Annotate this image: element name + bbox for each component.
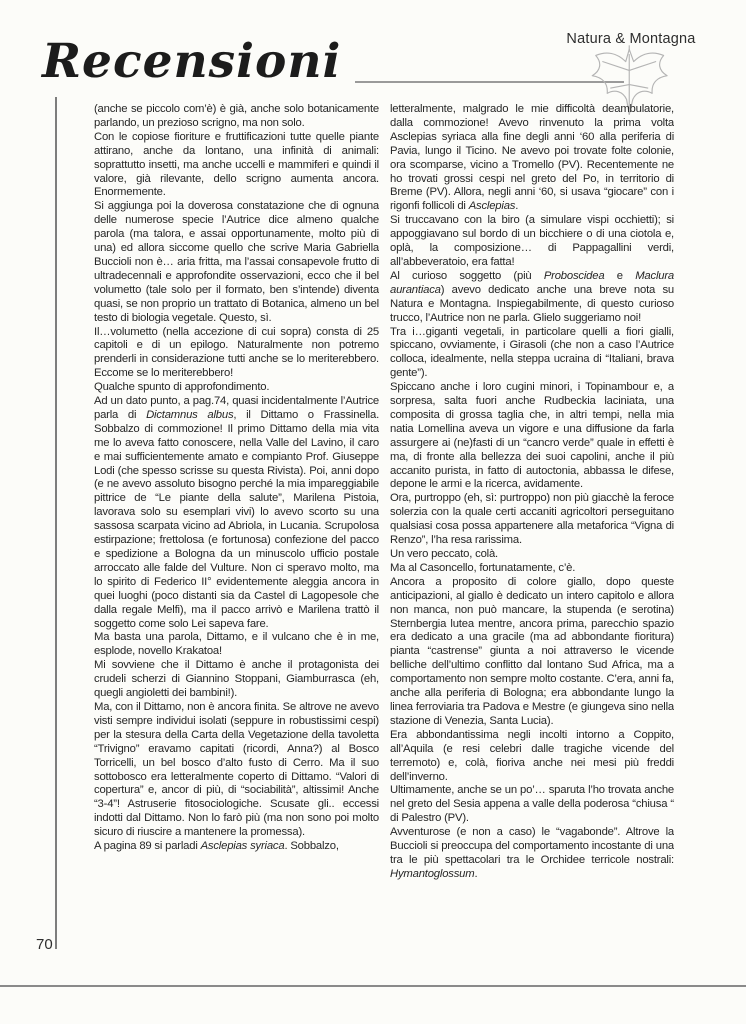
paragraph: Ancora a proposito di colore giallo, dopo queste anticipazioni, al giallo è dedicato un intero capitolo e allora non manca, non può mancare, la stupenda (e serotina) Sternbergia lutea mentre, ancora prima, parecchio spazio era dedicato a una gracile (ma ad abbondante fioritura) pianta “castrense” giunta a noi attraverso le vicende belliche dell’ultimo conflitto dal lontano Sud Africa, ma a comportamento non sempre molto costante. C’era, anni fa, anche alla periferia di Bologna; era abbondante lungo la linea ferroviaria tra Padova e Mestre (e giungeva sino nella stazione di Venezia, Santa Lucia). — [390, 575, 674, 727]
paragraph: Qualche spunto di approfondimento. — [94, 381, 270, 394]
journal-name: Natura & Montagna — [566, 31, 696, 47]
paragraph: Al curioso soggetto (più Proboscidea e Maclura aurantiaca) avevo dedicato anche una breve nota su Natura e Montagna. Inspiegabilmente, di questo curioso trucco, l’Autrice non ne parla. Glielo suggeriamo noi! — [390, 269, 674, 324]
paragraph: Si truccavano con la biro (a simulare vispi occhietti); si appoggiavano sul bordo di un bicchiere o di una ciotola e, oplà, la composizione… di Pappagallini verdi, all’abbeveratoio, era fatta! — [390, 214, 674, 268]
bottom-rule — [0, 985, 746, 987]
right-column — [390, 103, 674, 979]
paragraph: Ora, purtroppo (eh, sì: purtroppo) non più giacchè la feroce solerzia con la quale certi accaniti agricoltori perseguitano qualsiasi cosa possa appartenere alla metaforica “Vigna di Renzo”, l’ha resa rarissima. — [390, 492, 674, 547]
page-header — [42, 26, 624, 92]
page-number: 70 — [36, 936, 53, 953]
paragraph: Con le copiose fioriture e fruttificazioni tutte quelle piante attirano, anche da lontano, una infinità di animali: soprattutto insetti, ma anche uccelli e mammiferi e quindi il valore, già rilevante, dello scrigno aumenta ancora. Enormemente. — [94, 130, 379, 199]
paragraph: Ma al Casoncello, fortunatamente, c’è. — [390, 561, 576, 574]
paragraph: Tra i…giganti vegetali, in particolare quelli a fiori gialli, spiccano, ovviamente, i Girasoli (che non a caso l’Autrice colloca, idealmente, nella steppa ucraina di “Italiani, brava gente”). — [390, 325, 674, 380]
paragraph: A pagina 89 si parladi Asclepias syriaca. Sobbalzo, — [94, 840, 339, 853]
paragraph: Si aggiunga poi la doverosa constatazione che di ognuna delle numerose specie l’Autrice dice almeno qualche parola (ma talora, e assai opportunamente, molto più di una) ed allora siccome quello che scrive Maria Gabriella Buccioli non è… aria fritta, ma l’assai consapevole frutto di ultradecennali e approfondite osservazioni, ecco che il bel volumetto (tale solo per il formato, ben s’intende) diventa quasi, se non proprio un trattato di Botanica, almeno un bel testo di biologia vegetale. Questo, sì. — [94, 200, 379, 324]
article-body — [0, 103, 746, 979]
paragraph: Avventurose (e non a caso) le “vagabonde”. Altrove la Buccioli si preoccupa del comportamento incostante di una tra le più spettacolari tra le Orchidee terricole nostrali: Hymantoglossum. — [390, 826, 674, 880]
paragraph: Il…volumetto (nella accezione di cui sopra) consta di 25 capitoli e di un epilogo. Naturalmente non potremo prenderli in considerazione tutti anche se lo meriterebbero. Eccome se lo meriterebbero! — [94, 325, 379, 380]
section-title: Recensioni — [42, 34, 342, 89]
paragraph: letteralmente, malgrado le mie difficoltà deambulatorie, dalla commozione! Avevo rinvenuto la prima volta Asclepias syriaca alla fine degli anni ‘60 alla periferia di Pavia, lungo il Ticino. Ne avevo poi trovate folte colonie, ora scomparse, vicino a Tromello (PV). Recentemente ne ho trovati grossi cespi nel greto del Po, in territorio di Breme (PV). Allora, negli anni ‘60, si usava “giocare” con i rigonfi follicoli di Asclepias. — [390, 103, 674, 213]
paragraph: Un vero peccato, colà. — [390, 548, 499, 560]
paragraph: Ma basta una parola, Dittamo, e il vulcano che è in me, esplode, novello Krakatoa! — [94, 631, 379, 658]
paragraph: Ultimamente, anche se un po’… sparuta l’ho trovata anche nel greto del Sesia appena a valle della poderosa “chiusa “ di Palestro (PV). — [390, 784, 674, 825]
paragraph: (anche se piccolo com’è) è già, anche solo botanicamente parlando, un prezioso scrigno, ma non solo. — [94, 103, 379, 129]
paragraph: Ad un dato punto, a pag.74, quasi incidentalmente l’Autrice parla di Dictamnus albus, il Dittamo o Frassinella. Sobbalzo di commozione! Il primo Dittamo della mia vita me lo aveva fatto conoscere, nella Valle del Lavino, il caro e mai sufficientemente amato e compianto Prof. Giuseppe Lodi (che spesso scrisse su questa Rivista). Poi, anni dopo (e ne avevo assoluto bisogno perché la mia impareggiabile pittrice de “Le piante della salute”, Marilena Pistoia, lavorava solo su esemplari vivi) lo avevo scorto su una sassosa scarpata vicino ad Abriola, in Lucania. Scrupolosa estirpazione; frettolosa (e fortunosa) confezione del pacco e spedizione a Bologna da un minuscolo ufficio postale arroccato alle falde del Vulture. Non ci speravo molto, ma lo spirito di Federico II° evidentemente aleggia ancora in quei luoghi (poco distanti sia da Castel di Lagopesole che dalla regale Melfi), ma il pacco arrivò e Marilena trattò il soggetto come solo Lei sapeva fare. — [94, 395, 379, 630]
paragraph: Spiccano anche i loro cugini minori, i Topinambour e, a sorpresa, salta fuori anche Rudbeckia laciniata, una composita di grossa taglia che, in altri tempi, nella mia natia Lomellina aveva un vigore e una diffusione da farla assurgere ai (ne)fasti di un “cancro verde” quale in effetti è ma, di fronte alla bellezza dei suoi capolini, anche il più accanito purista, in fatto di autoctonia, abbassa le difese, depone le armi e la ricerca, avidamente. — [390, 381, 674, 491]
paragraph: Mi sovviene che il Dittamo è anche il protagonista dei crudeli scherzi di Giannino Stoppani, Giamburrasca (eh, quegli angioletti dei bambini!). — [94, 659, 379, 700]
paragraph: Era abbondantissima negli incolti intorno a Coppito, all’Aquila (e resi celebri dalle tragiche vicende del terremoto) e, colà, fioriva anche nei mesi più freddi dell’inverno. — [390, 728, 674, 783]
paragraph: Ma, con il Dittamo, non è ancora finita. Se altrove ne avevo visti sempre individui isolati (seppure in robustissimi cespi) per la stesura della Carta della Vegetazione della tavoletta “Trivigno” eravamo capitati (ricordi, Anna?) al Bosco Torricelli, un bel bosco d’alto fusto di Cerro. Ma il suo sottobosco era letteralmente coperto di Dittamo. “Valori di copertura” e, ancor di più, di “sociabilità”, altissimi! Anche “3-4”! Astruserie fitosociologiche. Scusate gli.. eccessi indotti dal Dittamo. Non lo farò più (ma non sono poi molto sicuro di riuscire a mantenere la promessa). — [94, 700, 379, 839]
left-column — [94, 103, 379, 979]
